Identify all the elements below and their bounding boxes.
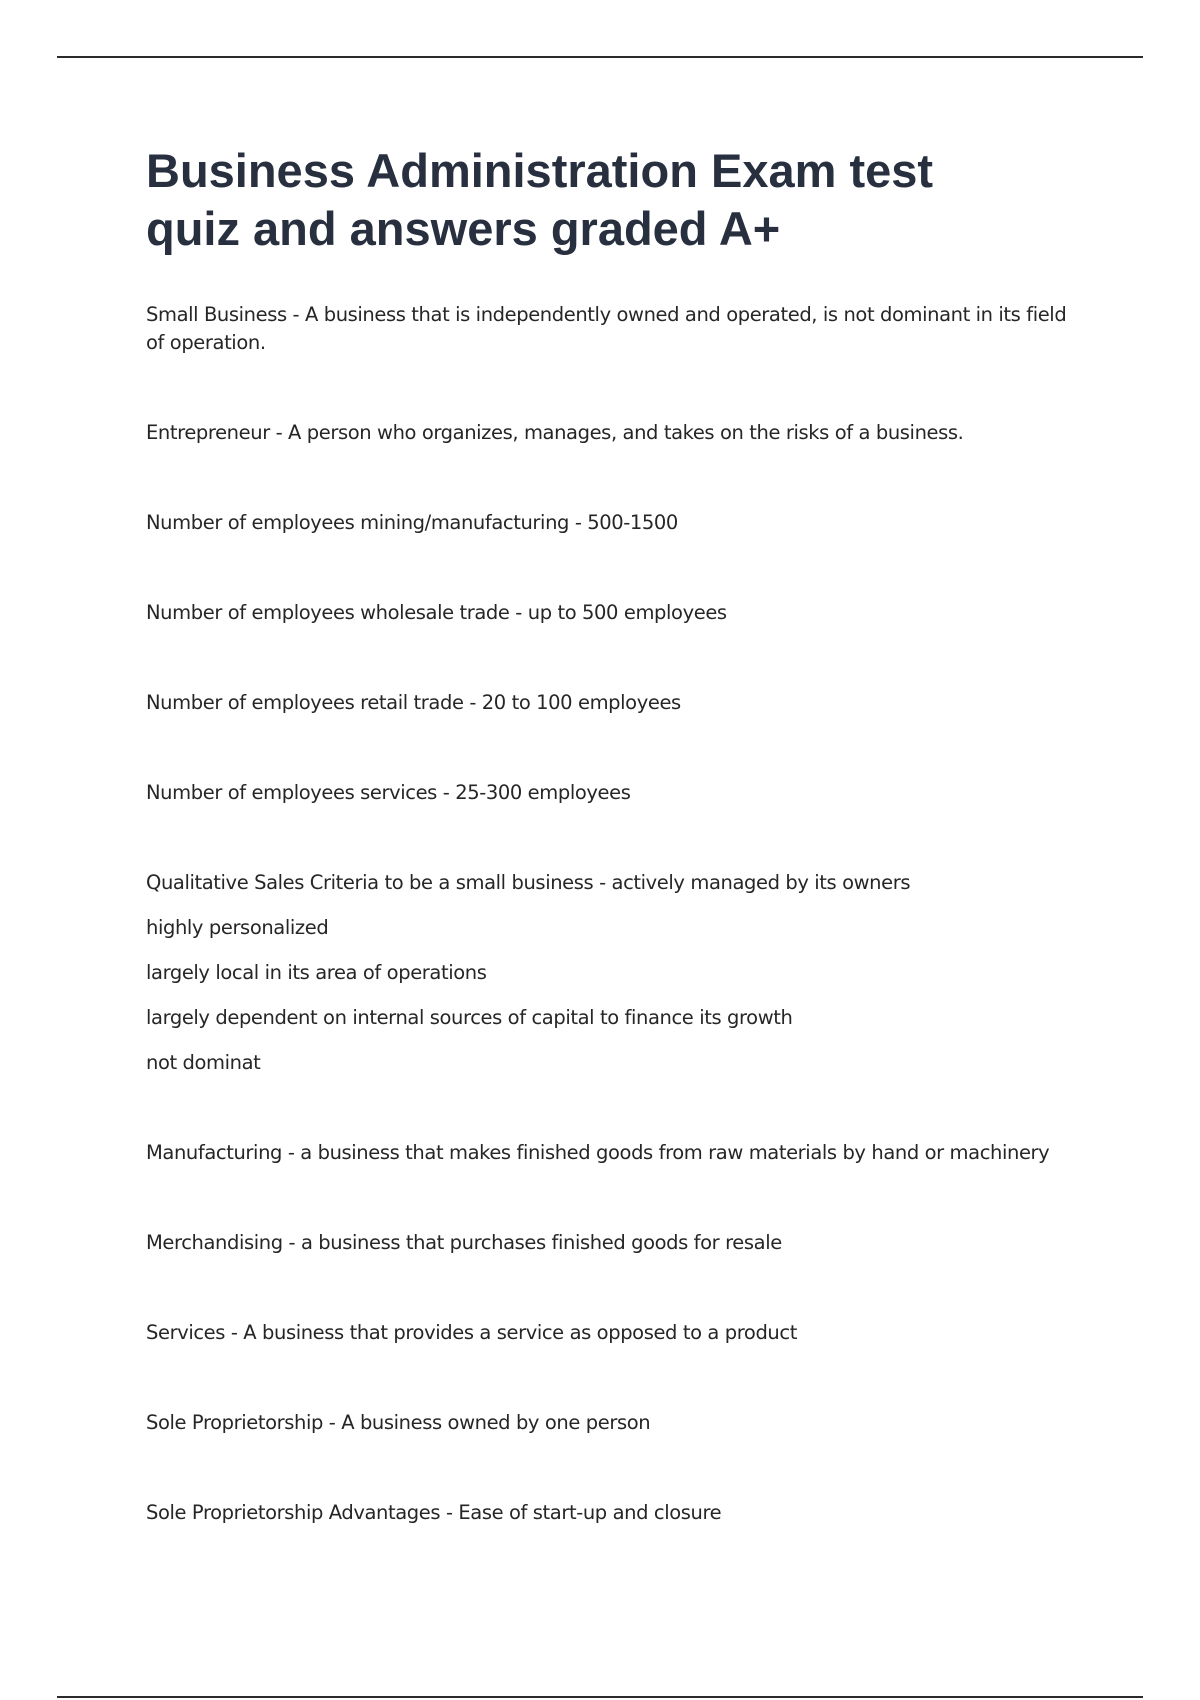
entry-term: Manufacturing [146,1141,283,1164]
list-item [146,1139,1076,1167]
entry-extra-line: highly personalized [146,916,329,939]
entry-extra-line: largely local in its area of operations [146,961,487,984]
list-item [146,509,1076,537]
entry-term: Entrepreneur [146,421,270,444]
entry-extra-line: largely dependent on internal sources of capital to finance its growth [146,1006,793,1029]
list-item [146,1409,1076,1437]
flashcard-list [146,301,1076,1527]
entry-term: Sole Proprietorship [146,1411,323,1434]
list-item [146,689,1076,717]
entry-separator: - [509,601,528,624]
entry-term: Merchandising [146,1231,283,1254]
list-item [146,869,1076,1077]
entry-separator: - [463,691,482,714]
entry-term: Sole Proprietorship Advantages [146,1501,441,1524]
entry-separator: - [440,1501,459,1524]
entry-term: Qualitative Sales Criteria to be a small business [146,871,594,894]
list-item [146,1319,1076,1347]
title-line-2: quiz and answers graded A+ [146,202,781,255]
entry-definition: 500-1500 [587,511,678,534]
document-content [146,142,1076,1589]
entry-separator: - [593,871,612,894]
entry-term: Number of employees services [146,781,437,804]
title-line-1: Business Administration Exam test [146,144,934,197]
entry-separator: - [322,1411,342,1434]
entry-definition: A business owned by one person [341,1411,651,1434]
entry-term: Number of employees mining/manufacturing [146,511,570,534]
list-item [146,1499,1076,1527]
entry-definition: A person who organizes, manages, and takes on the risks of a business. [288,421,964,444]
entry-extra-line: not dominat [146,1051,261,1074]
list-item [146,419,1076,447]
footer-rule [57,1696,1143,1698]
entry-separator: - [282,1141,301,1164]
list-item [146,599,1076,627]
entry-definition: Ease of start-up and closure [458,1501,722,1524]
entry-definition: up to 500 employees [527,601,727,624]
entry-definition: A business that is independently owned and operated, is not dominant in its field of operation. [146,303,1067,354]
list-item [146,301,1076,357]
entry-term: Number of employees wholesale trade [146,601,510,624]
list-item [146,779,1076,807]
entry-term: Number of employees retail trade [146,691,464,714]
entry-definition: a business that purchases finished goods for resale [300,1231,782,1254]
entry-separator: - [569,511,588,534]
entry-separator: - [286,303,305,326]
entry-definition: 25-300 employees [455,781,631,804]
entry-first-line [146,869,1076,897]
entry-definition: actively managed by its owners [611,871,911,894]
entry-definition: A business that provides a service as opposed to a product [243,1321,797,1344]
entry-separator: - [225,1321,244,1344]
document-title [146,142,1076,258]
entry-definition: 20 to 100 employees [481,691,681,714]
entry-term: Small Business [146,303,287,326]
entry-definition: a business that makes finished goods from raw materials by hand or machinery [300,1141,1050,1164]
entry-separator: - [436,781,456,804]
entry-separator: - [269,421,289,444]
entry-term: Services [146,1321,226,1344]
header-rule [57,56,1143,58]
list-item [146,1229,1076,1257]
entry-separator: - [282,1231,301,1254]
